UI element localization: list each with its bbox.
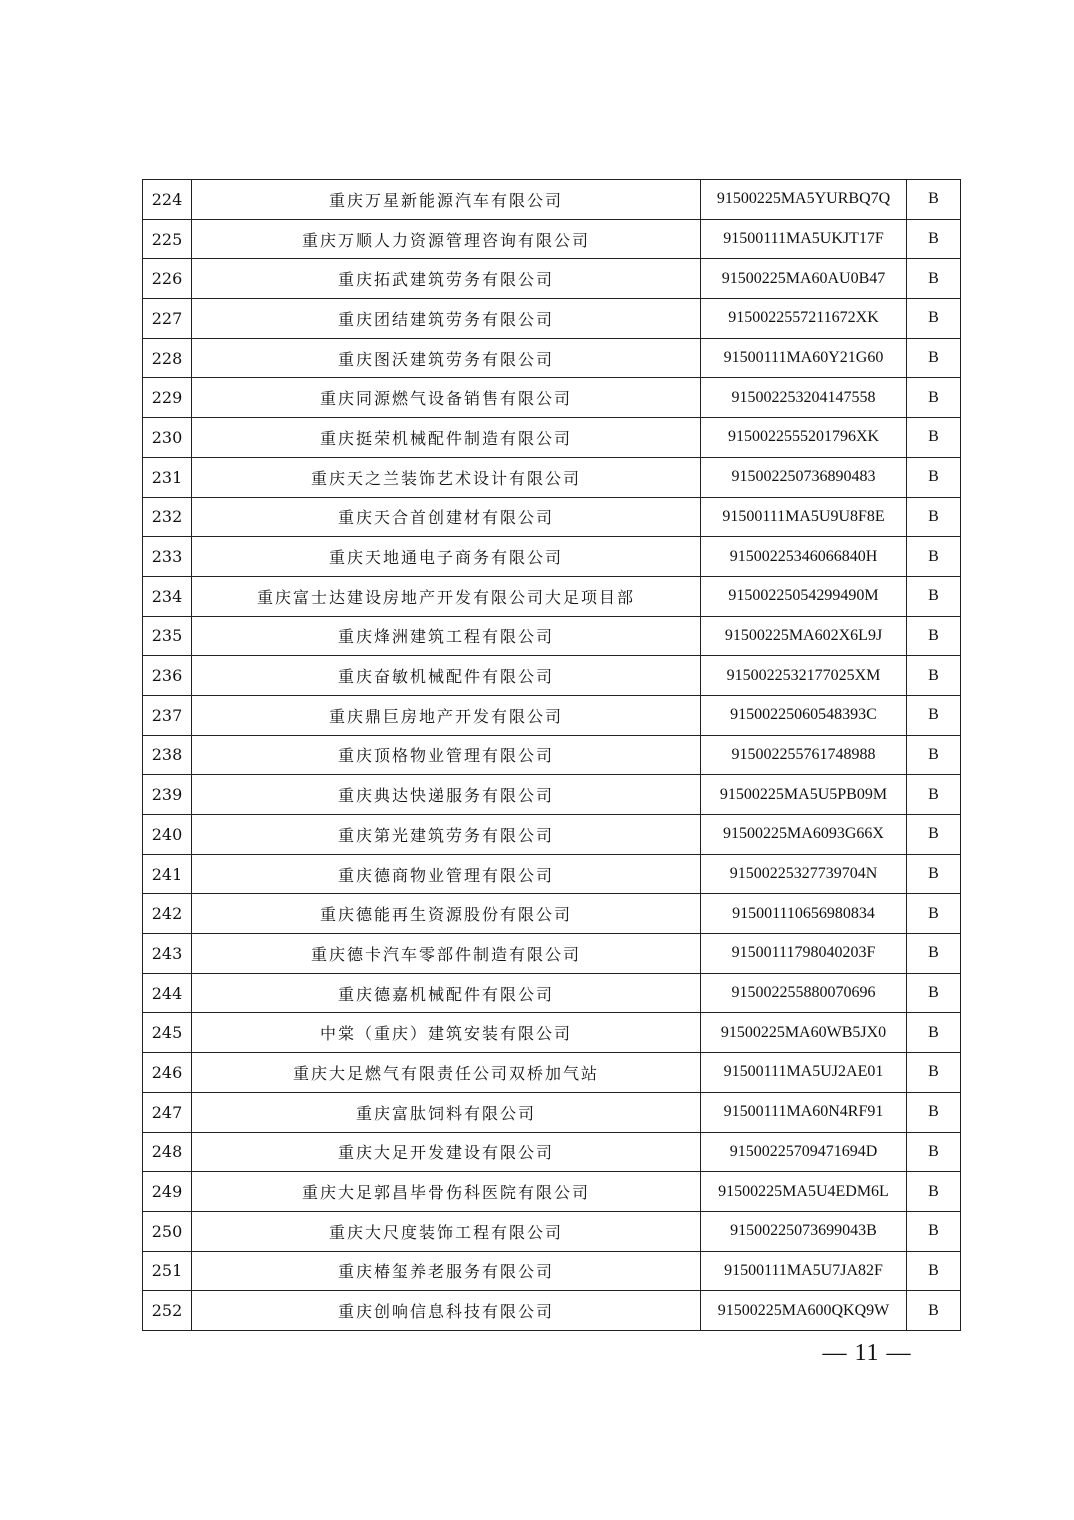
table-row: [143, 973, 961, 1013]
company-name-cell: 重庆典达快递服务有限公司: [192, 775, 701, 815]
table-row: [143, 219, 961, 259]
table-row: [143, 735, 961, 775]
company-name-cell: 重庆万星新能源汽车有限公司: [192, 180, 701, 220]
company-name-cell: 重庆大尺度装饰工程有限公司: [192, 1211, 701, 1251]
credit-code-cell: 9150022532177025XM: [701, 656, 907, 696]
table-row: [143, 1251, 961, 1291]
grade-cell: B: [907, 1132, 961, 1172]
table-row: [143, 378, 961, 418]
grade-cell: B: [907, 180, 961, 220]
credit-code-cell: 915002250736890483: [701, 457, 907, 497]
table-row: [143, 934, 961, 974]
company-name-cell: 重庆富肽饲料有限公司: [192, 1092, 701, 1132]
company-name-cell: 重庆德能再生资源股份有限公司: [192, 894, 701, 934]
credit-code-cell: 91500225MA5YURBQ7Q: [701, 180, 907, 220]
table-row: [143, 815, 961, 855]
credit-code-cell: 91500111MA5U9U8F8E: [701, 497, 907, 537]
row-number-cell: 247: [143, 1092, 192, 1132]
company-name-cell: 重庆天之兰装饰艺术设计有限公司: [192, 457, 701, 497]
company-name-cell: 重庆富士达建设房地产开发有限公司大足项目部: [192, 576, 701, 616]
credit-code-cell: 91500225327739704N: [701, 854, 907, 894]
row-number-cell: 240: [143, 815, 192, 855]
company-name-cell: 重庆图沃建筑劳务有限公司: [192, 338, 701, 378]
credit-code-cell: 91500111MA5U7JA82F: [701, 1251, 907, 1291]
grade-cell: B: [907, 775, 961, 815]
row-number-cell: 245: [143, 1013, 192, 1053]
table-row: [143, 418, 961, 458]
company-name-cell: 重庆大足燃气有限责任公司双桥加气站: [192, 1053, 701, 1093]
company-name-cell: 重庆团结建筑劳务有限公司: [192, 299, 701, 339]
row-number-cell: 246: [143, 1053, 192, 1093]
row-number-cell: 236: [143, 656, 192, 696]
table-row: [143, 854, 961, 894]
table-row: [143, 1092, 961, 1132]
grade-cell: B: [907, 219, 961, 259]
grade-cell: B: [907, 1211, 961, 1251]
row-number-cell: 239: [143, 775, 192, 815]
table-row: [143, 497, 961, 537]
grade-cell: B: [907, 1172, 961, 1212]
credit-code-cell: 91500225MA5U4EDM6L: [701, 1172, 907, 1212]
company-name-cell: 重庆挺荣机械配件制造有限公司: [192, 418, 701, 458]
credit-code-cell: 9150022557211672XK: [701, 299, 907, 339]
page-number: — 11 —: [822, 1340, 912, 1366]
credit-code-cell: 91500111MA60N4RF91: [701, 1092, 907, 1132]
table-row: [143, 1053, 961, 1093]
credit-code-cell: 91500225073699043B: [701, 1211, 907, 1251]
row-number-cell: 250: [143, 1211, 192, 1251]
grade-cell: B: [907, 695, 961, 735]
table-row: [143, 894, 961, 934]
company-name-cell: 重庆德嘉机械配件有限公司: [192, 973, 701, 1013]
credit-code-cell: 915002255761748988: [701, 735, 907, 775]
credit-code-cell: 91500111798040203F: [701, 934, 907, 974]
table-row: [143, 1013, 961, 1053]
credit-code-cell: 91500225MA60AU0B47: [701, 259, 907, 299]
credit-code-cell: 91500225054299490M: [701, 576, 907, 616]
company-name-cell: 重庆万顺人力资源管理咨询有限公司: [192, 219, 701, 259]
company-name-cell: 重庆创响信息科技有限公司: [192, 1291, 701, 1331]
credit-code-cell: 91500225709471694D: [701, 1132, 907, 1172]
table-row: [143, 457, 961, 497]
company-name-cell: 重庆烽洲建筑工程有限公司: [192, 616, 701, 656]
table-row: [143, 1172, 961, 1212]
company-name-cell: 重庆同源燃气设备销售有限公司: [192, 378, 701, 418]
grade-cell: B: [907, 497, 961, 537]
grade-cell: B: [907, 973, 961, 1013]
grade-cell: B: [907, 1013, 961, 1053]
row-number-cell: 230: [143, 418, 192, 458]
table-row: [143, 695, 961, 735]
company-name-cell: 重庆第光建筑劳务有限公司: [192, 815, 701, 855]
credit-code-cell: 91500111MA60Y21G60: [701, 338, 907, 378]
grade-cell: B: [907, 1251, 961, 1291]
company-name-cell: 重庆椿玺养老服务有限公司: [192, 1251, 701, 1291]
table-row: [143, 537, 961, 577]
credit-code-cell: 91500225346066840H: [701, 537, 907, 577]
table-row: [143, 1211, 961, 1251]
credit-code-cell: 91500111MA5UKJT17F: [701, 219, 907, 259]
grade-cell: B: [907, 735, 961, 775]
credit-code-cell: 91500225MA602X6L9J: [701, 616, 907, 656]
grade-cell: B: [907, 616, 961, 656]
grade-cell: B: [907, 894, 961, 934]
row-number-cell: 224: [143, 180, 192, 220]
grade-cell: B: [907, 815, 961, 855]
table-row: [143, 1132, 961, 1172]
credit-code-cell: 91500225MA600QKQ9W: [701, 1291, 907, 1331]
credit-code-cell: 9150022555201796XK: [701, 418, 907, 458]
row-number-cell: 229: [143, 378, 192, 418]
grade-cell: B: [907, 259, 961, 299]
company-name-cell: 重庆顶格物业管理有限公司: [192, 735, 701, 775]
grade-cell: B: [907, 299, 961, 339]
company-name-cell: 重庆德卡汽车零部件制造有限公司: [192, 934, 701, 974]
credit-code-cell: 91500225MA6093G66X: [701, 815, 907, 855]
company-name-cell: 重庆拓武建筑劳务有限公司: [192, 259, 701, 299]
row-number-cell: 235: [143, 616, 192, 656]
row-number-cell: 252: [143, 1291, 192, 1331]
table-row: [143, 1291, 961, 1331]
table-row: [143, 180, 961, 220]
grade-cell: B: [907, 1092, 961, 1132]
row-number-cell: 242: [143, 894, 192, 934]
row-number-cell: 226: [143, 259, 192, 299]
row-number-cell: 227: [143, 299, 192, 339]
grade-cell: B: [907, 1053, 961, 1093]
table-row: [143, 576, 961, 616]
row-number-cell: 234: [143, 576, 192, 616]
row-number-cell: 233: [143, 537, 192, 577]
table-row: [143, 259, 961, 299]
company-name-cell: 重庆奋敏机械配件有限公司: [192, 656, 701, 696]
row-number-cell: 225: [143, 219, 192, 259]
grade-cell: B: [907, 537, 961, 577]
company-name-cell: 重庆大足开发建设有限公司: [192, 1132, 701, 1172]
row-number-cell: 249: [143, 1172, 192, 1212]
grade-cell: B: [907, 457, 961, 497]
table-row: [143, 775, 961, 815]
grade-cell: B: [907, 418, 961, 458]
row-number-cell: 238: [143, 735, 192, 775]
credit-code-cell: 915002255880070696: [701, 973, 907, 1013]
grade-cell: B: [907, 656, 961, 696]
company-name-cell: 重庆德商物业管理有限公司: [192, 854, 701, 894]
company-name-cell: 中棠（重庆）建筑安装有限公司: [192, 1013, 701, 1053]
credit-code-cell: 915002253204147558: [701, 378, 907, 418]
grade-cell: B: [907, 854, 961, 894]
table-row: [143, 616, 961, 656]
table-body: [143, 180, 961, 1331]
row-number-cell: 228: [143, 338, 192, 378]
row-number-cell: 232: [143, 497, 192, 537]
grade-cell: B: [907, 576, 961, 616]
credit-code-cell: 915001110656980834: [701, 894, 907, 934]
row-number-cell: 231: [143, 457, 192, 497]
grade-cell: B: [907, 338, 961, 378]
row-number-cell: 244: [143, 973, 192, 1013]
company-name-cell: 重庆天合首创建材有限公司: [192, 497, 701, 537]
table-row: [143, 299, 961, 339]
grade-cell: B: [907, 934, 961, 974]
credit-code-cell: 91500225MA5U5PB09M: [701, 775, 907, 815]
row-number-cell: 251: [143, 1251, 192, 1291]
credit-code-cell: 91500225060548393C: [701, 695, 907, 735]
row-number-cell: 241: [143, 854, 192, 894]
grade-cell: B: [907, 378, 961, 418]
table-row: [143, 656, 961, 696]
company-name-cell: 重庆鼎巨房地产开发有限公司: [192, 695, 701, 735]
company-name-cell: 重庆大足郭昌毕骨伤科医院有限公司: [192, 1172, 701, 1212]
company-name-cell: 重庆天地通电子商务有限公司: [192, 537, 701, 577]
credit-code-cell: 91500111MA5UJ2AE01: [701, 1053, 907, 1093]
row-number-cell: 243: [143, 934, 192, 974]
credit-code-cell: 91500225MA60WB5JX0: [701, 1013, 907, 1053]
company-credit-table: [142, 179, 961, 1331]
row-number-cell: 237: [143, 695, 192, 735]
grade-cell: B: [907, 1291, 961, 1331]
row-number-cell: 248: [143, 1132, 192, 1172]
table-row: [143, 338, 961, 378]
